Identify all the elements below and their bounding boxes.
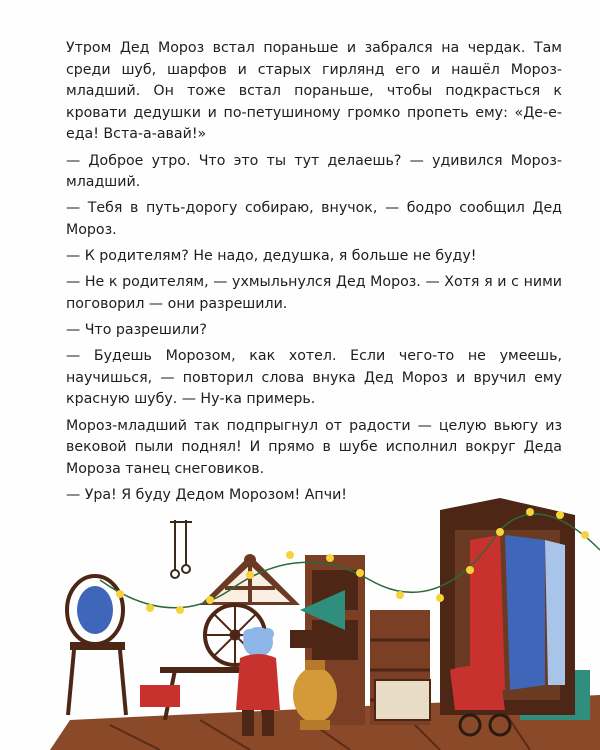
paragraph: — К родителям? Не надо, дедушка, я больше не буду! — [66, 248, 477, 265]
paragraph: — Доброе утро. Что это ты тут делаешь? — удивился Мороз-младший. — [66, 152, 562, 191]
attic-illustration — [0, 470, 600, 750]
paragraph: — Тебя в путь-дорогу собираю, внучок, — бодро сообщил Дед Мороз. — [66, 200, 562, 238]
chair — [67, 576, 126, 715]
light-coat — [545, 540, 565, 685]
crate — [375, 680, 430, 720]
attic-window — [200, 554, 300, 605]
paragraph: — Не к родителям, — ухмыльнулся Дед Мороз. — Хотя я и с ними поговорил — они разрешили. — [66, 274, 562, 312]
story-text — [66, 38, 562, 511]
small-box — [140, 685, 180, 707]
paragraph: — Что разрешили? — [66, 322, 207, 339]
paragraph: Утром Дед Мороз встал пораньше и забрался на чердак. Там среди шуб, шарфов и старых гирлянд его и нашёл Мороз-младший. Он тоже встал пораньше, чтобы подкрасться к кровати дедушки и по-петушиному громко пропеть ему: «Де-е-еда! Вста-а-авай!» — [66, 40, 562, 143]
blue-coat — [505, 535, 545, 690]
paragraph: Мороз-младший так подпрыгнул от радости — целую вьюгу из вековой пыли поднял! И прямо в шубе исполнил вокруг Деда Мороза танец снеговиков. — [66, 417, 562, 477]
paragraph: — Будешь Морозом, как хотел. Если чего-то не умеешь, научишься, — повторил слова внука Дед Мороз и вручил ему красную шубу. — Ну-ка примерь. — [66, 348, 562, 408]
paragraph: — Ура! Я буду Дедом Морозом! Апчи! — [66, 487, 347, 504]
hanging-keys — [170, 520, 192, 578]
